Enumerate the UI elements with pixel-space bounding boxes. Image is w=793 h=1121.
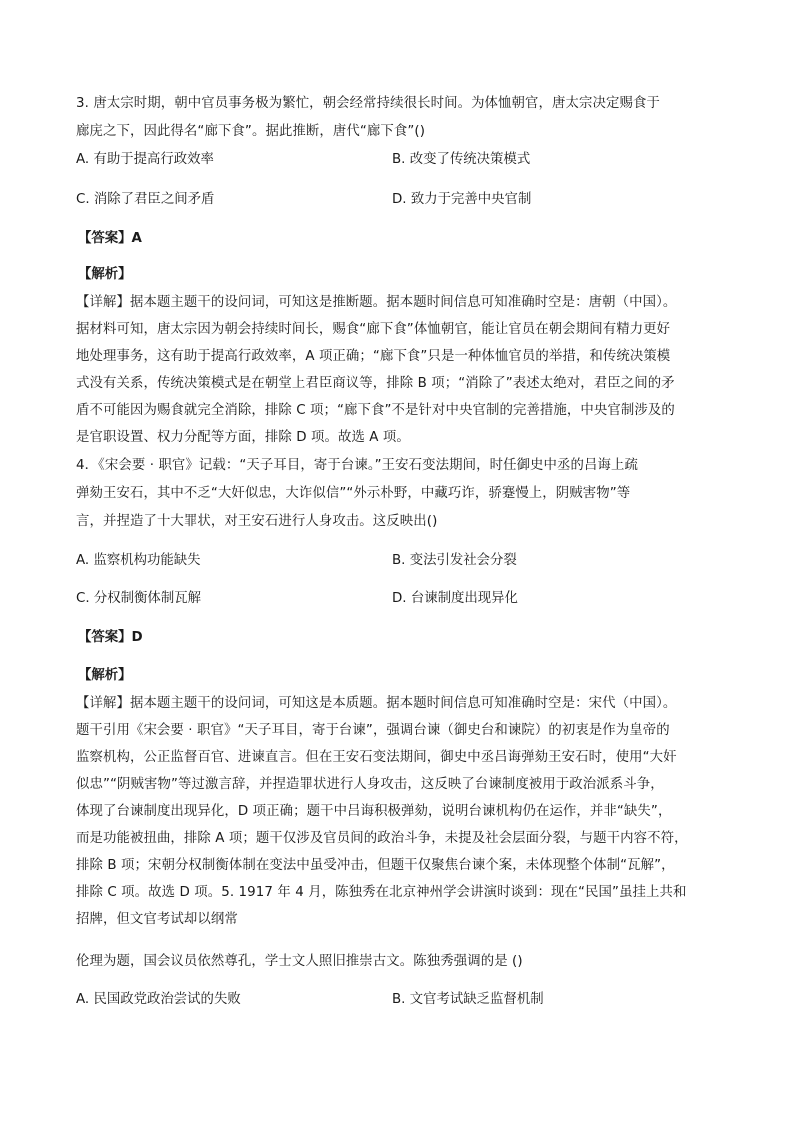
q4-stem-line-1: 4．《宋会要 · 职官》记载：“天子耳目，寄于台谏。”王安石变法期间，时任御史中丞的吕诲上疏 (76, 458, 638, 473)
q3-stem-line-1: 3. 唐太宗时期，朝中官员事务极为繁忙，朝会经常持续很长时间。为体恤朝官，唐太宗决定赐食于 (76, 96, 660, 111)
q4-analysis-line-5: 体现了台谏制度出现异化，D 项正确；题干中吕诲积极弹劾，说明台谏机构仍在运作，并非“缺失”， (76, 804, 672, 819)
q4-analysis-line-1: 【详解】据本题主题干的设问词，可知这是本质题。据本题时间信息可知准确时空是：宋代（中国）。 (76, 696, 677, 711)
q3-analysis-line-2: 据材料可知，唐太宗因为朝会持续时间长，赐食“廊下食”体恤朝官，能让官员在朝会期间有精力更好 (76, 322, 671, 337)
q4-analysis-line-8: 排除 C 项。故选 D 项。5. 1917 年 4 月，陈独秀在北京神州学会讲演时谈到：现在“民国”虽挂上共和 (76, 885, 687, 900)
q4-answer: 【答案】D (78, 630, 143, 645)
q5-stem-line: 伦理为题，国会议员依然尊孔，学士文人照旧推崇古文。陈独秀强调的是 () (76, 954, 523, 969)
q3-option-b: B. 改变了传统决策模式 (392, 152, 531, 167)
q3-analysis-label: 【解析】 (78, 267, 132, 282)
q4-analysis-line-4: 似忠”“阴贼害物”等过激言辞，并捏造罪状进行人身攻击，这反映了台谏制度被用于政治派系斗争， (76, 777, 664, 792)
q4-analysis-line-3: 监察机构，公正监督百官、进谏直言。但在王安石变法期间，御史中丞吕诲弹劾王安石时，使用“大奸 (76, 750, 677, 765)
q4-analysis-line-7: 排除 B 项；宋朝分权制衡体制在变法中虽受冲击，但题干仅聚焦台谏个案，未体现整个体制“瓦解”， (76, 858, 675, 873)
q4-analysis-line-2: 题干引用《宋会要 · 职官》“天子耳目，寄于台谏”，强调台谏（御史台和谏院）的初衷是作为皇帝的 (76, 723, 670, 738)
q3-analysis-line-6: 是官职设置、权力分配等方面，排除 D 项。故选 A 项。 (76, 430, 410, 445)
q4-analysis-line-9: 招牌，但文官考试却以纲常 (76, 912, 238, 927)
q3-analysis-line-5: 盾不可能因为赐食就完全消除，排除 C 项；“廊下食”不是针对中央官制的完善措施，中央官制涉及的 (76, 403, 675, 418)
q4-stem-line-2: 弹劾王安石，其中不乏“大奸似忠，大诈似信”“外示朴野，中藏巧诈，骄蹇慢上，阴贼害物”等 (76, 486, 631, 501)
q4-option-d: D. 台谏制度出现异化 (392, 591, 518, 606)
q3-option-c: C. 消除了君臣之间矛盾 (76, 192, 215, 207)
q4-option-a: A. 监察机构功能缺失 (76, 553, 201, 568)
q4-option-c: C. 分权制衡体制瓦解 (76, 591, 201, 606)
q3-stem-line-2: 廊庑之下，因此得名“廊下食”。据此推断，唐代“廊下食”() (76, 124, 426, 139)
q4-option-b: B. 变法引发社会分裂 (392, 553, 517, 568)
q5-option-a: A. 民国政党政治尝试的失败 (76, 992, 241, 1007)
q3-option-a: A. 有助于提高行政效率 (76, 152, 214, 167)
q3-option-d: D. 致力于完善中央官制 (392, 192, 532, 207)
q4-analysis-label: 【解析】 (78, 668, 132, 683)
q3-analysis-line-3: 地处理事务，这有助于提高行政效率，A 项正确；“廊下食”只是一种体恤官员的举措，和传统决策模 (76, 349, 671, 364)
q5-option-b: B. 文官考试缺乏监督机制 (392, 992, 544, 1007)
q4-stem-line-3: 言，并捏造了十大罪状，对王安石进行人身攻击。这反映出() (76, 514, 438, 529)
q3-answer: 【答案】A (78, 231, 142, 246)
q3-analysis-line-1: 【详解】据本题主题干的设问词，可知这是推断题。据本题时间信息可知准确时空是：唐朝（中国）。 (76, 295, 677, 310)
q4-analysis-line-6: 而是功能被扭曲，排除 A 项；题干仅涉及官员间的政治斗争，未提及社会层面分裂，与题干内容不符， (76, 831, 688, 846)
q3-analysis-line-4: 式没有关系，传统决策模式是在朝堂上君臣商议等，排除 B 项；“消除了”表述太绝对，君臣之间的矛 (76, 376, 675, 391)
